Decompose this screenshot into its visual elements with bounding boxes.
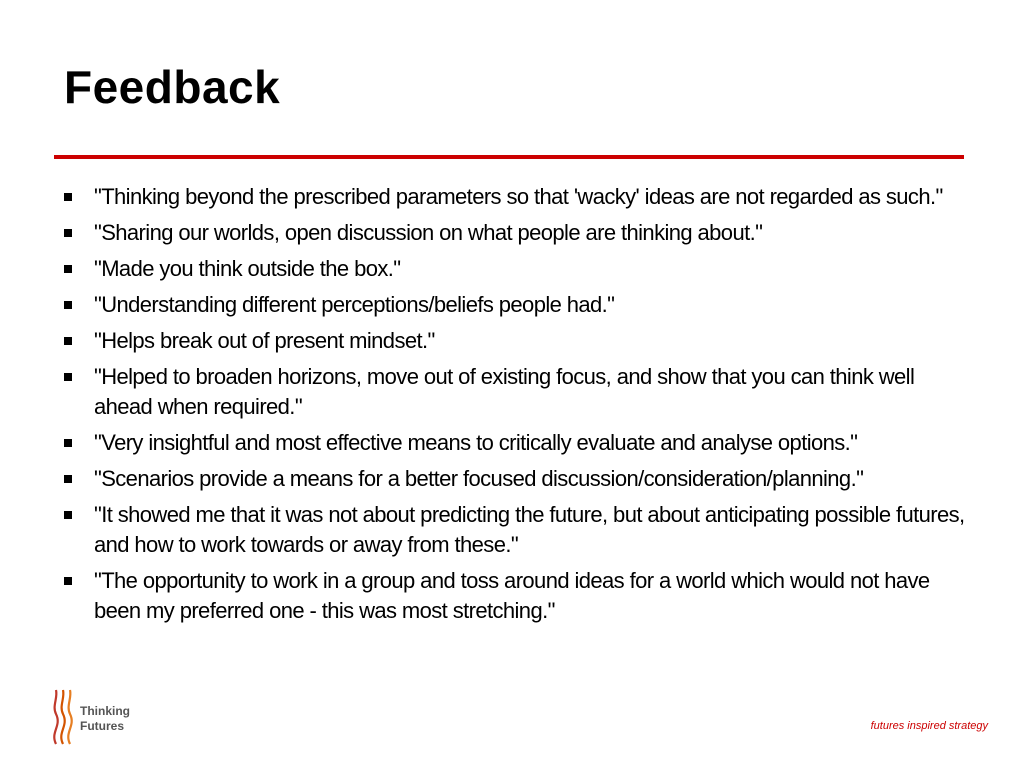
slide-title: Feedback <box>64 61 281 113</box>
feedback-text: "Thinking beyond the prescribed parameters so that 'wacky' ideas are not regarded as such." <box>94 184 943 209</box>
logo-wordmark <box>80 704 130 734</box>
feedback-text: "Scenarios provide a means for a better focused discussion/consideration/planning." <box>94 466 864 491</box>
square-bullet-icon <box>64 373 72 381</box>
square-bullet-icon <box>64 511 72 519</box>
feedback-item <box>64 290 974 320</box>
feedback-text: "Helps break out of present mindset." <box>94 328 435 353</box>
feedback-item <box>64 254 974 284</box>
square-bullet-icon <box>64 301 72 309</box>
thinking-futures-logo <box>44 682 132 750</box>
feedback-item <box>64 500 974 560</box>
feedback-text: "The opportunity to work in a group and toss around ideas for a world which would not have been my preferred one - this was most stretching." <box>94 568 930 623</box>
square-bullet-icon <box>64 193 72 201</box>
feedback-text: "Made you think outside the box." <box>94 256 401 281</box>
square-bullet-icon <box>64 265 72 273</box>
feedback-item <box>64 464 974 494</box>
feedback-item <box>64 362 974 422</box>
footer-tagline: futures inspired strategy <box>870 720 988 732</box>
square-bullet-icon <box>64 337 72 345</box>
feedback-text: "Sharing our worlds, open discussion on what people are thinking about." <box>94 220 763 245</box>
feedback-item <box>64 566 974 626</box>
square-bullet-icon <box>64 439 72 447</box>
title-divider <box>54 155 964 159</box>
square-bullet-icon <box>64 229 72 237</box>
logo-line-2: Futures <box>80 719 125 733</box>
feedback-item <box>64 326 974 356</box>
flame-swirl-logo-icon <box>50 688 76 746</box>
square-bullet-icon <box>64 577 72 585</box>
feedback-item <box>64 182 974 212</box>
logo-line-1: Thinking <box>80 704 130 718</box>
feedback-list <box>64 182 974 632</box>
square-bullet-icon <box>64 475 72 483</box>
feedback-item <box>64 218 974 248</box>
feedback-text: "Understanding different perceptions/beliefs people had." <box>94 292 615 317</box>
feedback-item <box>64 428 974 458</box>
feedback-text: "It showed me that it was not about predicting the future, but about anticipating possible futures, and how to work towards or away from these." <box>94 502 965 557</box>
feedback-text: "Helped to broaden horizons, move out of existing focus, and show that you can think well ahead when required." <box>94 364 915 419</box>
feedback-text: "Very insightful and most effective means to critically evaluate and analyse options." <box>94 430 858 455</box>
